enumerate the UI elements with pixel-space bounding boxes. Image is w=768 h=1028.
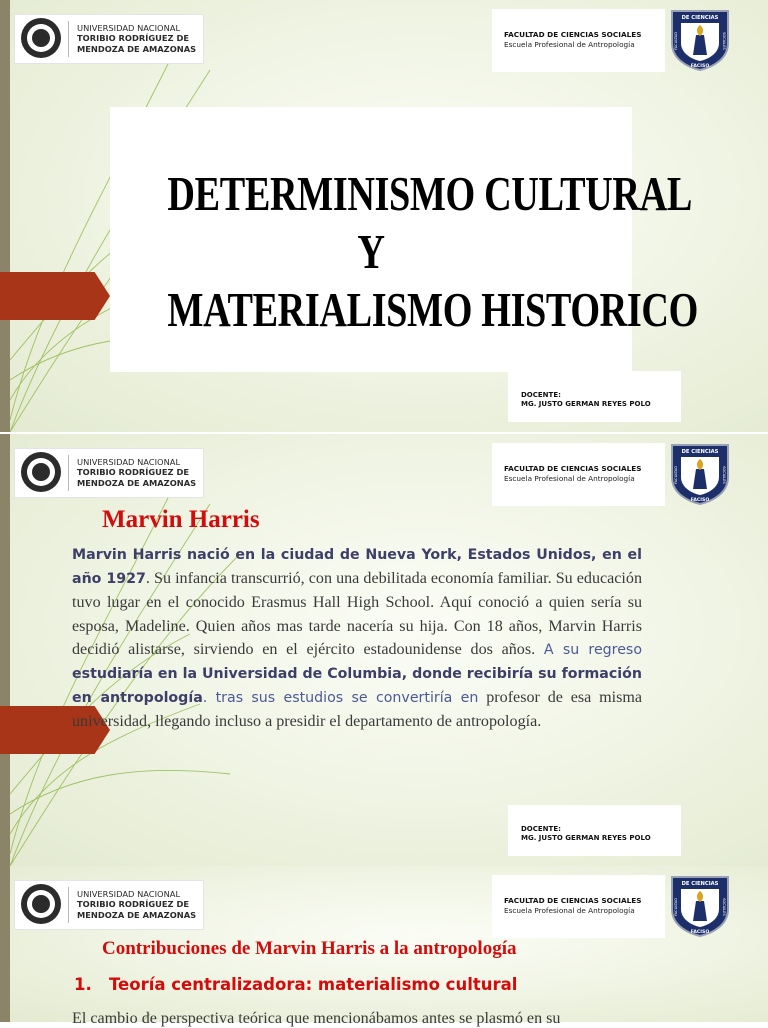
item-number: 1.: [74, 975, 92, 994]
faculty-subtitle: Escuela Profesional de Antropología: [504, 474, 635, 483]
title-line-3: MATERIALISMO HISTORICO: [167, 282, 698, 337]
svg-text:FACULTAD: FACULTAD: [674, 898, 678, 916]
slide-heading: Contribuciones de Marvin Harris a la antropología: [102, 938, 517, 959]
numbered-item: [74, 975, 517, 994]
docente-name: MG. JUSTO GERMAN REYES POLO: [521, 834, 651, 842]
svg-text:SOCIALES: SOCIALES: [722, 466, 726, 484]
university-line-1: UNIVERSIDAD NACIONAL: [77, 457, 181, 467]
slide-1: [0, 0, 768, 432]
university-seal-icon: [21, 884, 61, 924]
university-line-2: TORIBIO RODRÍGUEZ DE: [77, 33, 190, 44]
university-line-2: TORIBIO RODRÍGUEZ DE: [77, 467, 190, 478]
faculty-title: FACULTAD DE CIENCIAS SOCIALES: [504, 464, 642, 473]
svg-text:SOCIALES: SOCIALES: [722, 32, 726, 50]
university-logo: [14, 448, 204, 498]
faculty-title: FACULTAD DE CIENCIAS SOCIALES: [504, 896, 642, 905]
title-line-1: DETERMINISMO CULTURAL: [167, 166, 692, 221]
svg-text:DE CIENCIAS: DE CIENCIAS: [681, 15, 719, 21]
red-arrow-shape: [0, 272, 110, 320]
university-line-3: MENDOZA DE AMAZONAS: [77, 909, 197, 920]
faculty-shield-icon: [669, 441, 731, 505]
faculty-shield-icon: [669, 873, 731, 937]
university-line-2: TORIBIO RODRÍGUEZ DE: [77, 899, 190, 910]
university-logo: [14, 880, 204, 930]
svg-text:FACISO: FACISO: [690, 64, 710, 69]
title-line-2: Y: [357, 224, 385, 279]
slide-heading: Marvin Harris: [102, 506, 260, 533]
slide-3: [0, 866, 768, 1022]
university-line-3: MENDOZA DE AMAZONAS: [77, 477, 197, 488]
svg-text:DE CIENCIAS: DE CIENCIAS: [681, 881, 719, 887]
item-label: Teoría centralizadora: materialismo cultural: [108, 975, 518, 994]
title-image: [110, 107, 698, 372]
svg-text:FACULTAD: FACULTAD: [674, 32, 678, 50]
university-seal-icon: [21, 18, 61, 58]
university-line-1: UNIVERSIDAD NACIONAL: [77, 889, 181, 899]
docente-name: MG. JUSTO GERMAN REYES POLO: [521, 400, 651, 408]
faculty-box: [492, 875, 665, 938]
faculty-box: [492, 443, 665, 506]
svg-text:FACULTAD: FACULTAD: [674, 466, 678, 484]
university-logo: [14, 14, 204, 64]
docente-box: [508, 371, 681, 422]
docente-label: DOCENTE:: [521, 825, 561, 833]
faculty-box: [492, 9, 665, 72]
svg-text:FACISO: FACISO: [690, 498, 710, 503]
docente-box: [508, 805, 681, 856]
paragraph-start: El cambio de perspectiva teórica que mencionábamos antes se plasmó en su: [72, 1010, 561, 1027]
faculty-shield-icon: [669, 7, 731, 71]
svg-text:FACISO: FACISO: [690, 930, 710, 935]
university-seal-icon: [21, 452, 61, 492]
svg-text:SOCIALES: SOCIALES: [722, 898, 726, 916]
biography-paragraph: Marvin Harris nació en la ciudad de Nueva York, Estados Unidos, en el año 1927. Su infancia transcurrió, con una debilitada economía familiar. Su educación tuvo lugar en el conocido Erasmus Hall High School. Aquí conoció a quien sería su esposa, Madeline. Quien años mas tarde nacería su hija. Con 18 años, Marvin Harris decidió alistarse, sirviendo en el ejército estadounidense dos años. A su regreso estudiaría en la Universidad de Columbia, donde recibiría su formación en antropología. tras sus estudios se convertiría en profesor de esa misma universidad, llegando incluso a presidir el departamento de antropología.: [72, 547, 643, 731]
faculty-subtitle: Escuela Profesional de Antropología: [504, 40, 635, 49]
svg-text:DE CIENCIAS: DE CIENCIAS: [681, 449, 719, 455]
faculty-subtitle: Escuela Profesional de Antropología: [504, 906, 635, 915]
faculty-title: FACULTAD DE CIENCIAS SOCIALES: [504, 30, 642, 39]
university-line-3: MENDOZA DE AMAZONAS: [77, 43, 197, 54]
docente-label: DOCENTE:: [521, 391, 561, 399]
university-line-1: UNIVERSIDAD NACIONAL: [77, 23, 181, 33]
